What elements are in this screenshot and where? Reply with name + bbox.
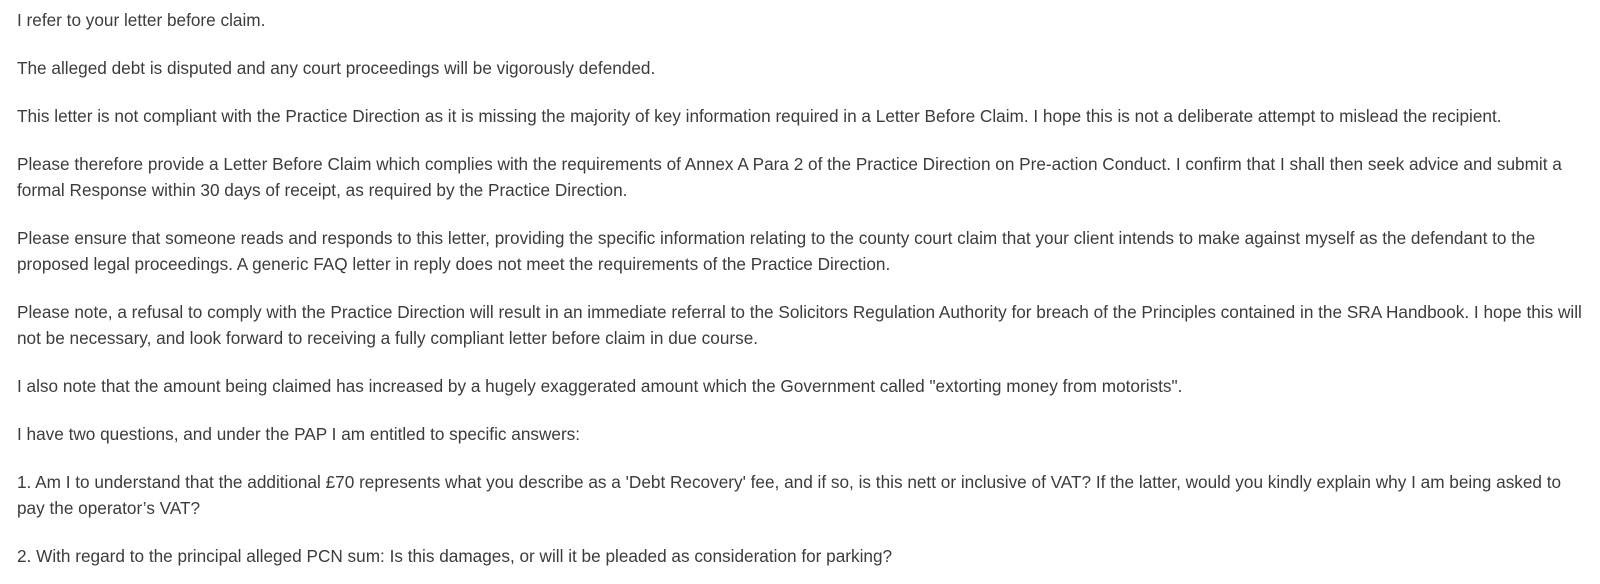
paragraph-sra-referral: Please note, a refusal to comply with the Practice Direction will result in an immediate referral to the Solicitors Regulation Authority for breach of the Principles contained in the SRA Handbook. I hope this will not be necessary, and look forward to receiving a fully compliant letter before claim in due course. (17, 302, 1582, 348)
paragraph-request-response: Please ensure that someone reads and responds to this letter, providing the specific information relating to the county court claim that your client intends to make against myself as the defendant to the proposed legal proceedings. A generic FAQ letter in reply does not meet the requirements of the Practice Direction. (17, 228, 1536, 274)
paragraph-question-1: 1. Am I to understand that the additional £70 represents what you describe as a 'Debt Recovery' fee, and if so, is this nett or inclusive of VAT? If the latter, would you kindly explain why I am being asked to pay the operator’s VAT? (17, 472, 1562, 518)
paragraph-non-compliant: This letter is not compliant with the Practice Direction as it is missing the majority of key information required in a Letter Before Claim. I hope this is not a deliberate attempt to mislead the recipient. (17, 106, 1502, 126)
paragraph-opening: I refer to your letter before claim. (17, 10, 266, 30)
paragraph-request-lbc: Please therefore provide a Letter Before Claim which complies with the requirements of Annex A Para 2 of the Practice Direction on Pre-action Conduct. I confirm that I shall then seek advice and submit a formal Response within 30 days of receipt, as required by the Practice Direction. (17, 154, 1562, 200)
paragraph-question-2: 2. With regard to the principal alleged PCN sum: Is this damages, or will it be pleaded as consideration for parking? (17, 546, 893, 566)
paragraph-questions-intro: I have two questions, and under the PAP I am entitled to specific answers: (17, 424, 581, 444)
paragraph-debt-disputed: The alleged debt is disputed and any court proceedings will be vigorously defended. (17, 58, 656, 78)
paragraph-amount-increase: I also note that the amount being claimed has increased by a hugely exaggerated amount which the Government called "extorting money from motorists". (17, 376, 1183, 396)
